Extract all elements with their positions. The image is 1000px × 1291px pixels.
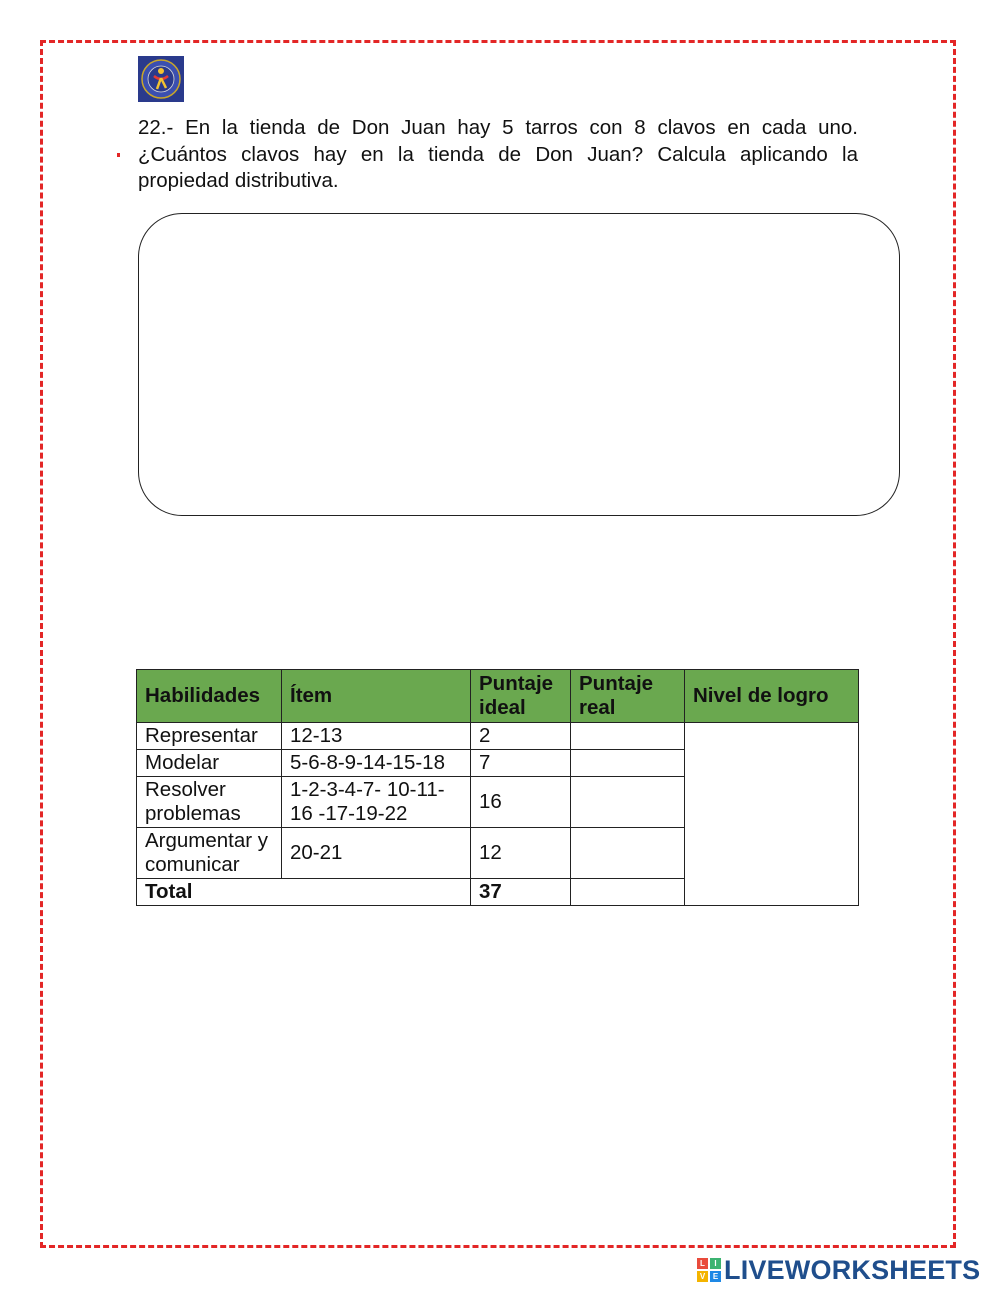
answer-box[interactable]: [138, 213, 900, 516]
cell-puntaje-real[interactable]: [571, 828, 685, 879]
cell-puntaje-ideal: 16: [471, 777, 571, 828]
table-row: [137, 723, 859, 750]
cell-item: 20-21: [282, 828, 471, 879]
school-logo-icon: [138, 56, 184, 102]
liveworksheets-logo-icon: [697, 1258, 721, 1282]
cell-nivel-de-logro[interactable]: [685, 723, 859, 906]
header-puntaje-ideal: Puntaje ideal: [471, 670, 571, 723]
cell-item: 5-6-8-9-14-15-18: [282, 750, 471, 777]
cell-habilidad: Resolver problemas: [137, 777, 282, 828]
cell-habilidad: Modelar: [137, 750, 282, 777]
score-table: [136, 669, 859, 906]
logo-letter-i: I: [710, 1258, 721, 1269]
header-puntaje-real: Puntaje real: [571, 670, 685, 723]
logo-letter-e: E: [710, 1271, 721, 1282]
cell-habilidad: Argumentar y comunicar: [137, 828, 282, 879]
cell-item: 12-13: [282, 723, 471, 750]
logo-letter-l: L: [697, 1258, 708, 1269]
cell-total-ideal: 37: [471, 879, 571, 906]
logo-letter-v: V: [697, 1271, 708, 1282]
cell-item: 1-2-3-4-7- 10-11-16 -17-19-22: [282, 777, 471, 828]
table-header-row: [137, 670, 859, 723]
header-item: Ítem: [282, 670, 471, 723]
liveworksheets-brand: [697, 1255, 980, 1285]
cell-habilidad: Representar: [137, 723, 282, 750]
header-habilidades: Habilidades: [137, 670, 282, 723]
red-mark: [117, 153, 120, 157]
cell-puntaje-real[interactable]: [571, 777, 685, 828]
cell-puntaje-ideal: 7: [471, 750, 571, 777]
question-text: 22.- En la tienda de Don Juan hay 5 tarros con 8 clavos en cada uno. ¿Cuántos clavos hay en la tienda de Don Juan? Calcula aplicando la propiedad distributiva.: [138, 116, 858, 192]
cell-total-real[interactable]: [571, 879, 685, 906]
cell-puntaje-real[interactable]: [571, 750, 685, 777]
cell-puntaje-ideal: 2: [471, 723, 571, 750]
brand-name: LIVEWORKSHEETS: [724, 1254, 981, 1285]
cell-puntaje-real[interactable]: [571, 723, 685, 750]
cell-total-label: Total: [137, 879, 471, 906]
header-nivel-de-logro: Nivel de logro: [685, 670, 859, 723]
cell-puntaje-ideal: 12: [471, 828, 571, 879]
